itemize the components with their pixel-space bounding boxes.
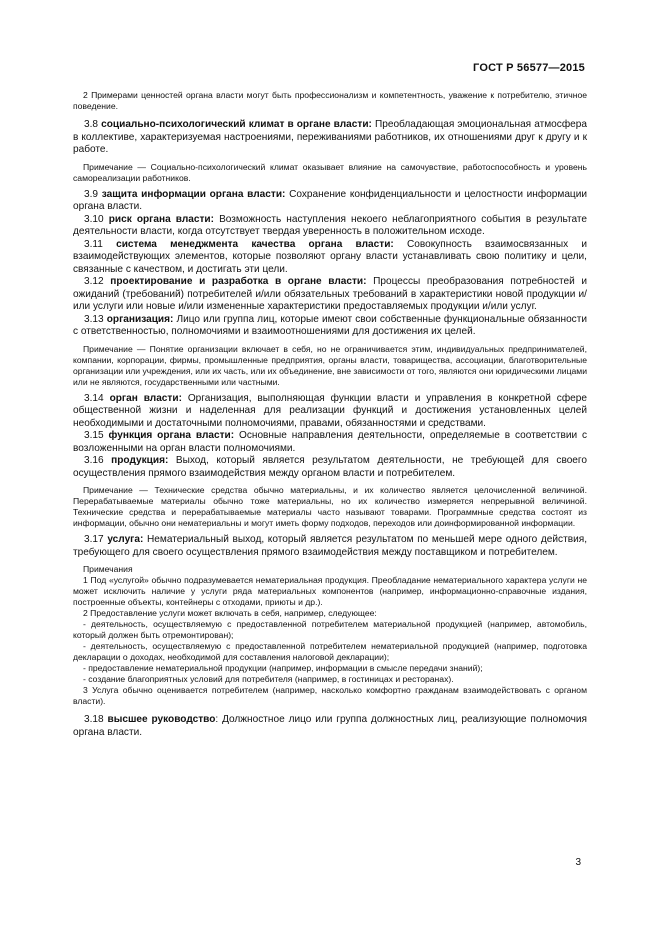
note-3-17-2c: - предоставление нематериальной продукции (например, информации в смысле передачи знаний); [83, 663, 483, 673]
note-3-8: Примечание — Социально-психологический климат оказывает влияние на самочувствие, работоспособность и уровень самореализации работников. [73, 161, 587, 183]
note-3-17-1: 1 Под «услугой» обычно подразумевается нематериальная продукция. Преобладание нематериального характера услуги не может исключить наличие у услуги ряда материальных компонентов (например, информационно-справочные издания, построенные объекты, контейнеры с отходами, приюты и др.). [73, 575, 587, 607]
note-3-17-3: 3 Услуга обычно оценивается потребителем (например, насколько комфортно гражданам взаимодействовать с органом власти). [73, 685, 587, 706]
note-3-17-2b: - деятельность, осуществляемую с предоставленной потребителем нематериальной продукцией (например, подготовка декларации о доходах, необходимой для составления налоговой декларации); [73, 641, 587, 662]
note-3-17-2a: - деятельность, осуществляемую с предоставленной потребителем материальной продукцией (например, автомобиль, который должен быть отремонтирован); [73, 619, 587, 640]
term-3-12: 3.12 проектирование и разработка в органе власти: Процессы преобразования потребностей и ожиданий (требований) потребителей и/или обязательных требований в характеристики новой продукции и/или услуги или новые и/или измененные характеристики предоставляемых продукции и/или услуг. [73, 276, 587, 312]
term-3-9: 3.9 защита информации органа власти: Сохранение конфиденциальности и целостности информации органа власти. [73, 188, 587, 212]
document-body [73, 90, 587, 739]
term-3-17: 3.17 услуга: Нематериальный выход, который является результатом по меньшей мере одного действия, требующего для своего осуществления прямого взаимодействия между поставщиком и потребителем. [73, 534, 587, 558]
note-3-16: Примечание — Технические средства обычно материальны, и их количество является целочисленной величиной. Перерабатываемые материалы обычно тоже материальны, но их количество измеряется непрерывной величиной. Технические средства и перерабатываемые материалы часто называют товарами. Программные средства состоят из информации, обычно они нематериальны и могут иметь форму подходов, переходов или доинформированной информации. [73, 485, 587, 528]
page-number: 3 [575, 857, 581, 868]
term-3-11: 3.11 система менеджмента качества органа власти: Совокупность взаимосвязанных и взаимодействующих элементов, которые позволяют органу власти устанавливать свою политику и цели, связанные с качеством, и достигать эти цели. [73, 238, 587, 275]
note-values-examples: 2 Примерами ценностей органа власти могут быть профессионализм и компетентность, уважение к потребителю, этичное поведение. [73, 90, 587, 111]
note-3-13: Примечание — Понятие организации включает в себя, но не ограничивается этим, индивидуальных предпринимателей, компании, корпорации, фирмы, промышленные предприятия, органы власти, товарищества, ассоциации, благотворительные организации или учреждения, или их часть, или их объединение, вне зависимости от того, являются они юридическими лицами или не являются, государственными или частными. [73, 343, 587, 387]
note-3-17-2d: - создание благоприятных условий для потребителя (например, в гостиницах и ресторанах). [83, 674, 454, 684]
term-3-8: 3.8 социально-психологический климат в органе власти: Преобладающая эмоциональная атмосфера в коллективе, характеризуемая настроениями, переживаниями работников, их отношениями друг к другу и к работе. [73, 119, 587, 155]
document-header: ГОСТ Р 56577—2015 [473, 62, 585, 74]
note-3-17-2: 2 Предоставление услуги может включать в себя, например, следующее: [83, 608, 377, 618]
term-3-15: 3.15 функция органа власти: Основные направления деятельности, определяемые в соответствии с возложенными на орган власти полномочиями. [73, 430, 588, 454]
term-3-18: 3.18 высшее руководство: Должностное лицо или группа должностных лиц, реализующие полномочия органа власти. [73, 714, 587, 738]
notes-3-17-label: Примечания [83, 564, 133, 574]
term-3-10: 3.10 риск органа власти: Возможность наступления некоего неблагоприятного события в результате деятельности власти, когда отсутствует твердая уверенность в положительном исходе. [73, 213, 587, 237]
term-3-16: 3.16 продукция: Выход, который является результатом деятельности, не требующей для своего осуществления прямого взаимодействия между органом власти и потребителем. [73, 455, 587, 479]
term-3-14: 3.14 орган власти: Организация, выполняющая функции власти и управления в конкретной сфере общественной жизни и наделенная для реализации функций и достижения установленных целей необходимыми и достаточными полномочиями, правами, обязанностями и средствами. [73, 392, 587, 429]
term-3-13: 3.13 организация: Лицо или группа лиц, которые имеют свои собственные функциональные обязанности с ответственностью, полномочиями и взаимоотношениями для достижения их целей. [73, 313, 587, 337]
